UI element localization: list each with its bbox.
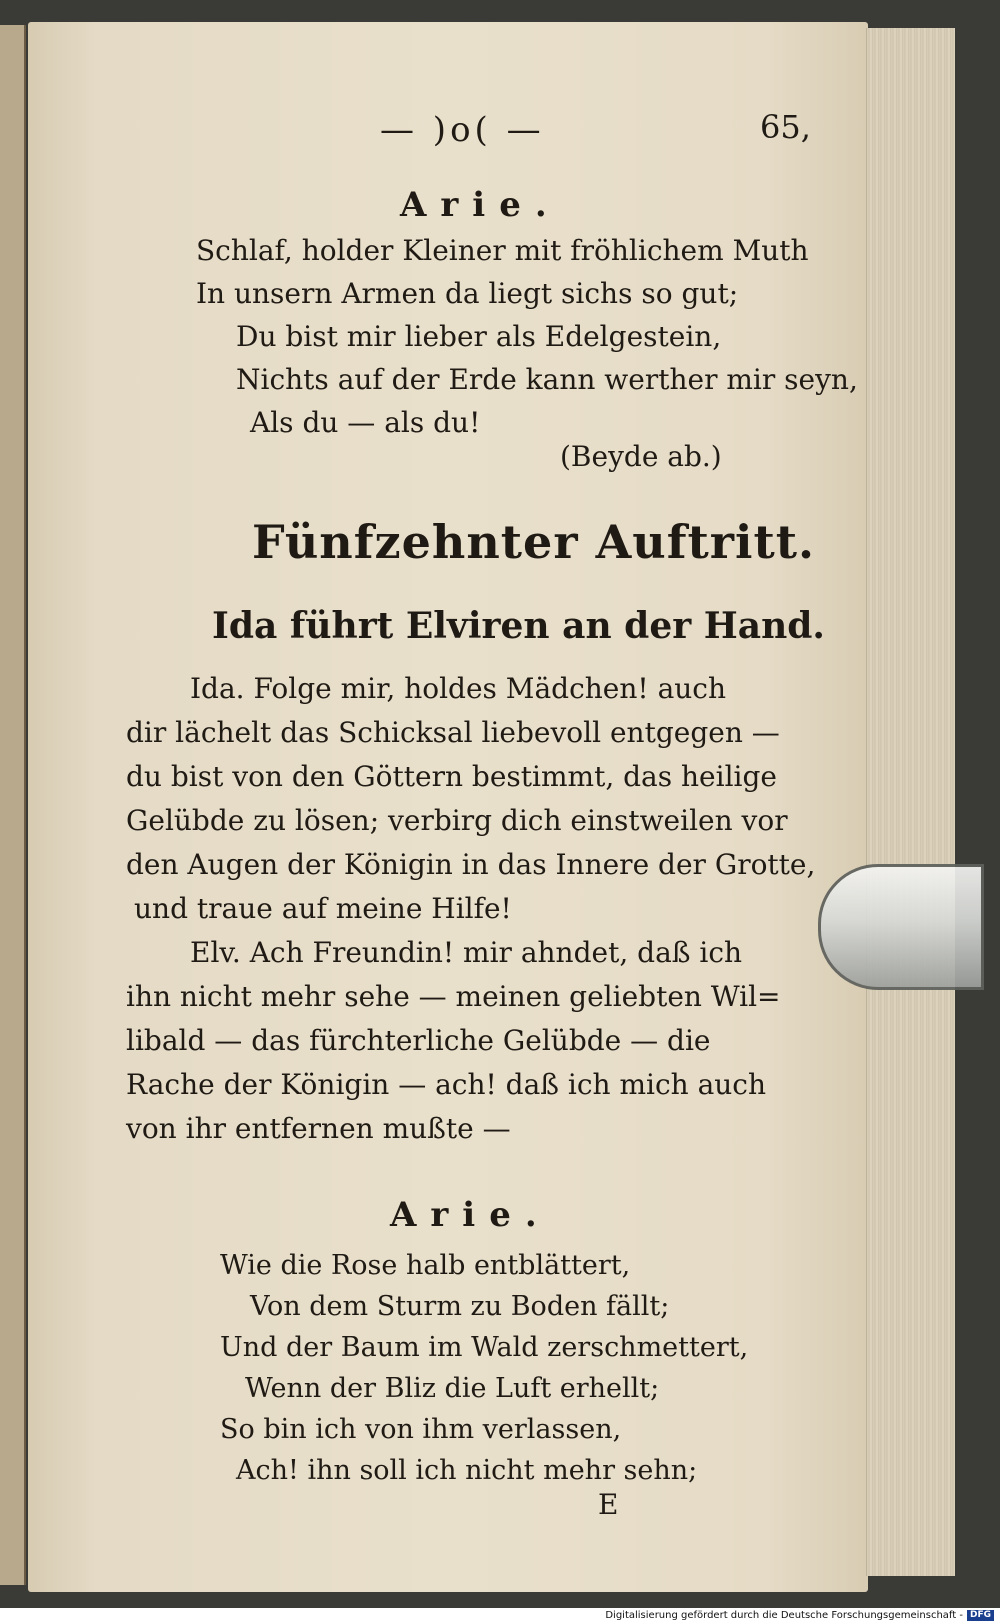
signature-mark: E (598, 1488, 619, 1521)
aria-title: Arie. (400, 185, 561, 225)
verse-line: Wie die Rose halb entblättert, (220, 1250, 631, 1281)
header-ornament: — )o( — (380, 110, 545, 150)
digitization-footer (605, 1609, 994, 1622)
verse-line: Und der Baum im Wald zerschmettert, (220, 1332, 749, 1363)
scene-heading: Fünfzehnter Auftritt. (252, 515, 815, 569)
page-number: 65, (760, 108, 811, 146)
prose-line: libald — das fürchterliche Gelübde — die (126, 1024, 711, 1057)
dfg-logo-badge: DFG (967, 1610, 994, 1621)
page-clip (818, 864, 984, 990)
prose-line: den Augen der Königin in das Innere der Grotte, (126, 848, 816, 881)
prose-line: dir lächelt das Schicksal liebevoll entgegen — (126, 716, 780, 749)
prose-line: Ida. Folge mir, holdes Mädchen! auch (190, 672, 727, 705)
verse-line: Schlaf, holder Kleiner mit fröhlichem Muth (196, 234, 809, 267)
footer-credit: Digitalisierung gefördert durch die Deutsche Forschungsgemeinschaft - (605, 1610, 963, 1621)
verse-line: Von dem Sturm zu Boden fällt; (250, 1291, 670, 1322)
verse-line: In unsern Armen da liegt sichs so gut; (196, 277, 739, 310)
previous-page-edge (0, 25, 26, 1585)
prose-line: du bist von den Göttern bestimmt, das heilige (126, 760, 777, 793)
verse-line: Nichts auf der Erde kann werther mir seyn, (236, 363, 858, 396)
prose-line: Gelübde zu lösen; verbirg dich einstweilen vor (126, 804, 788, 837)
scene-subheading: Ida führt Elviren an der Hand. (212, 605, 825, 647)
aria-title: Arie. (390, 1195, 551, 1235)
verse-line: Du bist mir lieber als Edelgestein, (236, 320, 722, 353)
prose-line: Elv. Ach Freundin! mir ahndet, daß ich (190, 936, 743, 969)
prose-line: ihn nicht mehr sehe — meinen geliebten Wil= (126, 980, 781, 1013)
prose-line: und traue auf meine Hilfe! (134, 892, 512, 925)
verse-line: Wenn der Bliz die Luft erhellt; (245, 1373, 660, 1404)
prose-line: Rache der Königin — ach! daß ich mich auch (126, 1068, 767, 1101)
prose-line: von ihr entfernen mußte — (126, 1112, 511, 1145)
verse-line: Ach! ihn soll ich nicht mehr sehn; (236, 1455, 698, 1486)
stage-direction: (Beyde ab.) (560, 440, 722, 473)
page-edges (866, 28, 955, 1576)
verse-line: Als du — als du! (250, 406, 481, 439)
verse-line: So bin ich von ihm verlassen, (220, 1414, 622, 1445)
